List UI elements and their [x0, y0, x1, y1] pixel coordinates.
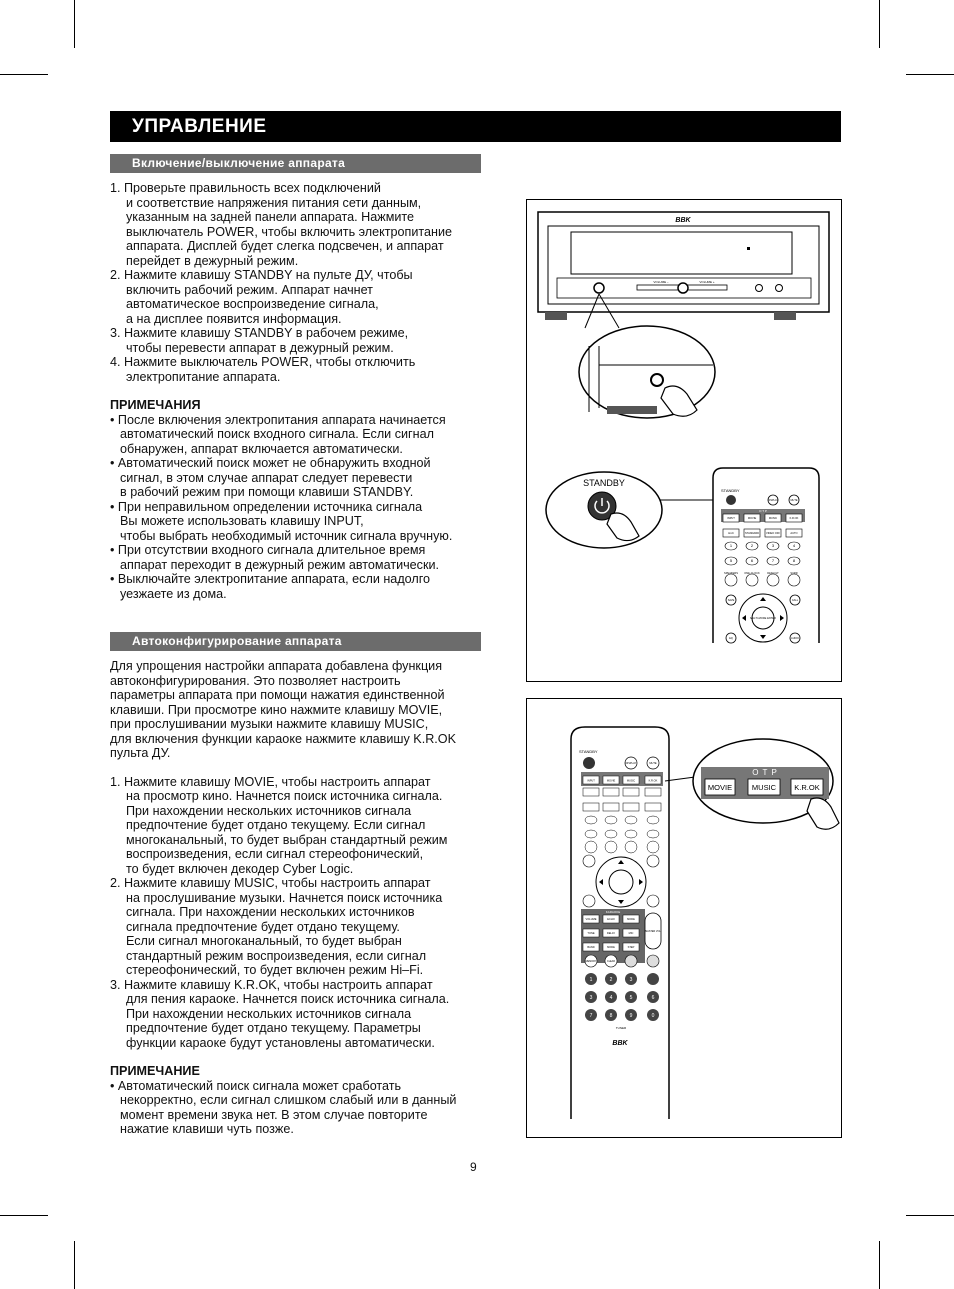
- text-line: • Автоматический поиск может не обнаружить входной: [110, 456, 431, 470]
- section-heading-autoconfig: [110, 632, 481, 651]
- text-line: параметры аппарата при помощи нажатия единственной: [110, 688, 445, 702]
- text-line: чтобы выбрать необходимый источник сигнала вручную.: [120, 528, 453, 543]
- section-heading-power: [110, 154, 481, 173]
- text-line: а на дисплее появится информация.: [126, 311, 342, 326]
- remote-key-label: K.R.OK: [789, 517, 799, 521]
- remote-label: EQ: [729, 637, 733, 640]
- crop-mark: [0, 74, 48, 75]
- figure-remote-otp-drawing: [527, 699, 841, 1137]
- text-line: 3. Нажмите клавишу K.R.OK, чтобы настроить аппарат: [110, 977, 433, 992]
- remote-key-label: Hi-Fi: [728, 532, 734, 536]
- remote-label: STANDBY: [579, 749, 598, 754]
- otp-label: O T P: [759, 509, 767, 513]
- krok-button-label: K.R.OK: [794, 783, 820, 792]
- magnified-foot: [607, 406, 657, 414]
- text-line: аппарата. Дисплей будет слегка подсвечен, и аппарат: [126, 239, 444, 253]
- remote-key: [647, 816, 659, 824]
- text-line: сигнала предпочтение будет отдано текущему.: [126, 919, 400, 934]
- text-line: пульта ДУ.: [110, 746, 171, 760]
- text-line: в рабочий режим при помощи клавиши STANDBY.: [120, 485, 414, 499]
- step-1: [110, 775, 495, 877]
- remote-key: [623, 803, 639, 811]
- otp-callout-label: O T P: [752, 768, 778, 777]
- remote-digit-label: 4: [609, 995, 613, 1001]
- remote-key-label: VIDEO OFF: [766, 532, 780, 536]
- crop-mark: [879, 0, 880, 48]
- remote-key: [647, 955, 659, 967]
- remote-digit-label: 0: [651, 1013, 655, 1019]
- remote-key-label: DELAY: [606, 932, 616, 936]
- remote-key-label: ECHO: [607, 918, 615, 922]
- remote-key-label: TONE: [587, 932, 595, 936]
- text-line: при прослушивании музыки нажмите клавишу MUSIC,: [110, 717, 429, 731]
- crop-mark: [0, 1215, 48, 1216]
- remote-key: [767, 574, 779, 586]
- text-line: то будет включен декодер Cyber Logic.: [126, 861, 354, 876]
- text-line: 3. Нажмите клавишу STANDBY в рабочем режиме,: [110, 326, 409, 340]
- remote-key-label: MIC: [628, 932, 634, 936]
- text-line: на прослушивание музыки. Начнется поиск источника: [126, 890, 443, 905]
- text-line: Если сигнал многоканальный, то будет выбран: [126, 934, 402, 948]
- text-line: включить рабочий режим. Аппарат начнет: [126, 282, 373, 297]
- remote-digit-label: 7: [589, 1013, 593, 1019]
- remote-digit-label: 1: [589, 977, 593, 983]
- note: [110, 1079, 495, 1137]
- standby-bubble-label: STANDBY: [583, 478, 625, 488]
- step-4: [110, 355, 495, 384]
- text-line: обнаружен, аппарат включается автоматически.: [120, 441, 403, 456]
- text-line: • Выключайте электропитание аппарата, если надолго: [110, 572, 431, 586]
- remote-key-label: STANDARD: [744, 532, 760, 536]
- remote-key-label: 1: [729, 543, 733, 549]
- remote-key: [605, 841, 617, 853]
- remote-key: [746, 574, 758, 586]
- remote-digit-label: 5: [629, 995, 633, 1001]
- remote-key-label: ONE-CLOCK: [744, 572, 760, 576]
- text-line: 2. Нажмите клавишу STANDBY на пульте ДУ, чтобы: [110, 268, 413, 282]
- remote-key-label: INPUT: [727, 517, 735, 521]
- remote-key: [725, 574, 737, 586]
- text-line: перейдет в дежурный режим.: [126, 253, 299, 268]
- text-line: автоматическое воспроизведение сигнала,: [126, 297, 379, 311]
- remote-key-label: MUSIC: [626, 779, 636, 783]
- remote-key: [623, 788, 639, 796]
- volume-knob-icon: [678, 283, 688, 293]
- text-line: нажатие клавиши чуть позже.: [120, 1122, 294, 1136]
- remote-key: [603, 803, 619, 811]
- remote-label: MUTE: [649, 762, 657, 765]
- text-line: предпочтение будет отдано текущему. Если сигнал: [126, 818, 426, 832]
- remote-key: [585, 830, 597, 838]
- text-line: чтобы перевести аппарат в дежурный режим.: [126, 340, 394, 355]
- remote-key-label: 7: [771, 558, 775, 564]
- remote-key-label: MODE: [607, 946, 615, 950]
- remote-key-label: SURR: [790, 572, 798, 576]
- remote-key-label: K.R.OK: [648, 779, 658, 783]
- display-indicator: [747, 247, 750, 250]
- step-3: [110, 978, 495, 1051]
- remote-key-label: 4: [792, 543, 796, 549]
- text-line: стандартный режим воспроизведения, если сигнал: [126, 948, 427, 963]
- text-line: 2. Нажмите клавишу MUSIC, чтобы настроить аппарат: [110, 876, 431, 890]
- page-title-bar: [110, 111, 841, 142]
- text-line: При нахождении нескольких источников сигнала: [126, 1006, 412, 1021]
- remote-key-label: SPEAKERS: [724, 572, 738, 576]
- remote-key-label: STEP: [627, 946, 635, 950]
- step-1: [110, 181, 495, 268]
- note-1: [110, 413, 495, 457]
- remote-key: [625, 816, 637, 824]
- remote-digit-label: 8: [609, 1013, 613, 1019]
- remote-label: MUTE: [790, 499, 798, 502]
- power-instructions: [110, 181, 495, 601]
- remote-key: [625, 830, 637, 838]
- receiver-display: [571, 232, 792, 274]
- remote-label: AUDIO: [791, 637, 799, 640]
- remote-key-label: 5: [729, 558, 733, 564]
- note-5: [110, 572, 495, 601]
- section-heading-text: Автоконфигурирование аппарата: [132, 634, 342, 648]
- remote-key: [625, 841, 637, 853]
- remote-key: [647, 830, 659, 838]
- remote-key-label: MUSIC: [768, 517, 778, 521]
- remote-digit-label: 2: [609, 977, 613, 983]
- standby-knob-magnified-icon: [651, 374, 663, 386]
- jack-icon: [776, 285, 783, 292]
- figure-remote-otp: [526, 698, 842, 1138]
- text-line: выключатель POWER, чтобы включить электропитание: [126, 224, 453, 239]
- text-line: на просмотр кино. Начнется поиск источника сигнала.: [126, 789, 443, 803]
- remote-key-label: MODE: [627, 918, 635, 922]
- standby-knob-icon: [594, 283, 604, 293]
- text-line: автоконфигурирования. Это позволяет настроить: [110, 673, 401, 688]
- text-line: • При неправильном определении источника сигнала: [110, 499, 423, 514]
- remote-digit-label: 3: [589, 995, 593, 1001]
- text-line: уезжаете из дома.: [120, 586, 227, 601]
- jack-icon: [756, 285, 763, 292]
- note-heading: ПРИМЕЧАНИЕ: [110, 1064, 200, 1078]
- remote-key: [645, 803, 661, 811]
- music-button-label: MUSIC: [751, 783, 777, 792]
- notes-heading: ПРИМЕЧАНИЯ: [110, 398, 201, 412]
- finger-icon: [807, 798, 839, 829]
- crop-mark: [74, 0, 75, 48]
- text-line: Для упрощения настройки аппарата добавлена функция: [110, 659, 443, 673]
- remote-key: [605, 830, 617, 838]
- step-2: [110, 268, 495, 326]
- remote-key-label: BAND: [587, 946, 595, 950]
- remote-key: [585, 841, 597, 853]
- remote-standby-button: [726, 495, 736, 505]
- text-line: для включения функции караоке нажмите клавишу K.R.OK: [110, 731, 456, 746]
- remote-label: TUNER: [615, 1026, 627, 1030]
- text-line: 1. Нажмите клавишу MOVIE, чтобы настроить аппарат: [110, 774, 431, 789]
- text-line: некорректно, если сигнал слишком слабый или в данный: [120, 1093, 457, 1107]
- remote-key-label: MOVIE: [747, 517, 757, 521]
- remote-key-label: 3: [771, 543, 775, 549]
- remote-key-label: VOLUME: [585, 918, 597, 922]
- step-2: [110, 876, 495, 978]
- brand-logo: BBK: [612, 1040, 628, 1047]
- text-line: предпочтение будет отдано текущему. Параметры: [126, 1021, 421, 1035]
- remote-key-label: CLEAR: [607, 960, 615, 963]
- text-line: стереофонический, то будет включен режим Hi–Fi.: [126, 963, 424, 977]
- text-line: многоканальный, то будет выбран стандартный режим: [126, 832, 448, 847]
- crop-mark: [879, 1241, 880, 1289]
- remote-label: STANDBY: [721, 488, 740, 493]
- remote-digit-label: 3: [629, 977, 633, 983]
- text-line: функции караоке будут установлены автоматически.: [126, 1035, 435, 1050]
- remote-key: [583, 803, 599, 811]
- remote-digit-label: 9: [629, 1013, 633, 1019]
- nav-enter-button: [609, 870, 633, 894]
- text-line: Вы можете использовать клавишу INPUT,: [120, 514, 364, 528]
- note-4: [110, 543, 495, 572]
- remote-key-label: MOVIE: [606, 779, 616, 783]
- remote-key: [585, 816, 597, 824]
- movie-button-label: MOVIE: [707, 783, 733, 792]
- remote-label: KARAOKE: [605, 910, 621, 914]
- remote-key-label: INPUT: [587, 779, 595, 783]
- brand-logo: BBK: [675, 217, 691, 224]
- remote-key-label: MEMORY: [585, 960, 597, 963]
- remote-key-label: 2: [750, 543, 754, 549]
- remote-key: [647, 841, 659, 853]
- page-number: 9: [470, 1160, 477, 1174]
- figure-power-on: [526, 199, 842, 682]
- autoconfig-instructions: [110, 659, 495, 1137]
- nav-center-label: MULTI-MODE ENTER: [750, 617, 776, 620]
- text-line: • При отсутствии входного сигнала длительное время: [110, 543, 426, 557]
- text-line: воспроизведения, если сигнал стереофонический,: [126, 847, 424, 861]
- remote-key: [645, 788, 661, 796]
- text-line: электропитание аппарата.: [126, 369, 281, 384]
- remote-key: [583, 855, 595, 867]
- remote-key: [583, 895, 595, 907]
- receiver-foot: [545, 312, 567, 320]
- step-3: [110, 326, 495, 355]
- volume-minus-label: VOLUME –: [653, 280, 669, 284]
- remote-key-label: AUTO: [790, 532, 798, 536]
- text-line: • После включения электропитания аппарата начинается: [110, 412, 446, 427]
- crop-mark: [74, 1241, 75, 1289]
- remote-key-label: DEFAULT: [767, 572, 779, 576]
- remote-label: DISPLAY: [625, 762, 637, 765]
- remote-key: [647, 855, 659, 867]
- remote-key: [605, 816, 617, 824]
- remote-label: SAVE: [727, 599, 735, 602]
- receiver-foot: [774, 312, 796, 320]
- intro: [110, 659, 495, 761]
- text-line: 4. Нажмите выключатель POWER, чтобы отключить: [110, 355, 416, 369]
- section-heading-text: Включение/выключение аппарата: [132, 156, 346, 170]
- page-title: УПРАВЛЕНИЕ: [132, 116, 267, 137]
- remote-digit-label: 6: [651, 995, 655, 1001]
- text-line: клавиши. При просмотре кино нажмите клавишу MOVIE,: [110, 702, 443, 717]
- text-line: автоматический поиск входного сигнала. Если сигнал: [120, 427, 434, 441]
- remote-key: [647, 895, 659, 907]
- remote-label: MASTER VOL: [645, 930, 661, 933]
- text-line: 1. Проверьте правильность всех подключений: [110, 181, 381, 195]
- remote-key: [583, 788, 599, 796]
- text-line: сигнала. При нахождении нескольких источников: [126, 905, 415, 919]
- remote-key-label: 6: [750, 558, 754, 564]
- volume-plus-label: VOLUME +: [699, 280, 715, 284]
- remote-key-label: 8: [792, 558, 796, 564]
- text-line: и соответствие напряжения питания сети данным,: [126, 195, 422, 210]
- remote-key: [625, 955, 637, 967]
- remote-label: CALL: [791, 599, 799, 602]
- text-line: сигнал, в этом случае аппарат следует перевести: [120, 470, 413, 485]
- crop-mark: [906, 1215, 954, 1216]
- remote-key: [603, 788, 619, 796]
- remote-label: DISPLAY: [767, 499, 779, 502]
- text-line: момент времени звука нет. В этом случае повторите: [120, 1107, 428, 1122]
- text-line: аппарат переходит в дежурный режим автоматически.: [120, 557, 440, 572]
- remote-standby-button: [583, 757, 595, 769]
- note-3: [110, 500, 495, 544]
- note-2: [110, 456, 495, 500]
- text-line: • Автоматический поиск сигнала может сработать: [110, 1078, 402, 1093]
- remote-key: [788, 574, 800, 586]
- text-line: При нахождении нескольких источников сигнала: [126, 803, 412, 818]
- text-line: указанным на задней панели аппарата. Нажмите: [126, 210, 415, 224]
- text-line: для пения караоке. Начнется поиск источника сигнала.: [126, 992, 450, 1006]
- crop-mark: [906, 74, 954, 75]
- remote-digit-key: [647, 973, 659, 985]
- figure-power-on-drawing: [527, 200, 841, 681]
